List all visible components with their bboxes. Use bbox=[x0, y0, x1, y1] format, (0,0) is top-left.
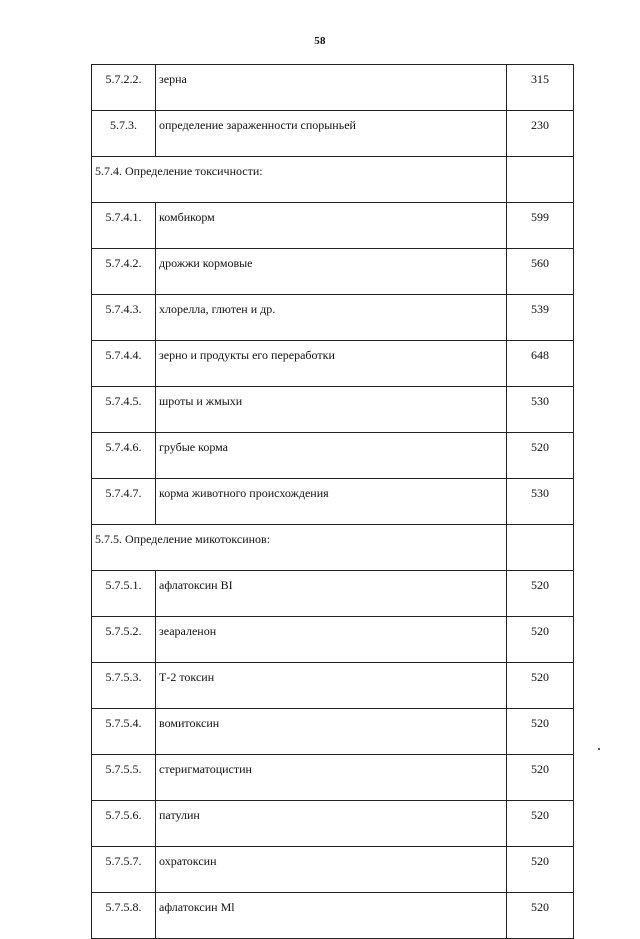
table-row bbox=[92, 203, 574, 249]
section-row bbox=[92, 157, 574, 203]
item-price: 520 bbox=[507, 801, 574, 847]
item-name: стеригматоцистин bbox=[156, 755, 507, 801]
table-row bbox=[92, 111, 574, 157]
item-code: 5.7.5.7. bbox=[92, 847, 156, 893]
table-row bbox=[92, 801, 574, 847]
item-price: 230 bbox=[507, 111, 574, 157]
section-title: 5.7.5. Определение микотоксинов: bbox=[92, 525, 507, 571]
item-price: 520 bbox=[507, 709, 574, 755]
item-price: 648 bbox=[507, 341, 574, 387]
item-code: 5.7.5.4. bbox=[92, 709, 156, 755]
item-code: 5.7.4.3. bbox=[92, 295, 156, 341]
item-name: патулин bbox=[156, 801, 507, 847]
section-row bbox=[92, 525, 574, 571]
item-code: 5.7.4.2. bbox=[92, 249, 156, 295]
scan-speck bbox=[598, 748, 600, 750]
table-row bbox=[92, 387, 574, 433]
item-price: 520 bbox=[507, 433, 574, 479]
item-price: 520 bbox=[507, 755, 574, 801]
table-row bbox=[92, 479, 574, 525]
item-code: 5.7.2.2. bbox=[92, 65, 156, 111]
item-code: 5.7.5.3. bbox=[92, 663, 156, 709]
item-price: 560 bbox=[507, 249, 574, 295]
item-price: 520 bbox=[507, 847, 574, 893]
item-code: 5.7.5.6. bbox=[92, 801, 156, 847]
section-title: 5.7.4. Определение токсичности: bbox=[92, 157, 507, 203]
table-row bbox=[92, 295, 574, 341]
item-name: хлорелла, глютен и др. bbox=[156, 295, 507, 341]
item-price: 530 bbox=[507, 387, 574, 433]
table-row bbox=[92, 65, 574, 111]
table-row bbox=[92, 847, 574, 893]
item-name: зерно и продукты его переработки bbox=[156, 341, 507, 387]
item-name: Т-2 токсин bbox=[156, 663, 507, 709]
table-row bbox=[92, 663, 574, 709]
item-name: вомитоксин bbox=[156, 709, 507, 755]
item-code: 5.7.3. bbox=[92, 111, 156, 157]
section-price-cell bbox=[507, 525, 574, 571]
item-name: шроты и жмыхи bbox=[156, 387, 507, 433]
table-row bbox=[92, 709, 574, 755]
table-row bbox=[92, 893, 574, 939]
page-number: 58 bbox=[314, 35, 326, 47]
table-body bbox=[92, 65, 574, 939]
item-name: дрожжи кормовые bbox=[156, 249, 507, 295]
item-price: 530 bbox=[507, 479, 574, 525]
section-price-cell bbox=[507, 157, 574, 203]
item-price: 315 bbox=[507, 65, 574, 111]
table-row bbox=[92, 433, 574, 479]
table-row bbox=[92, 617, 574, 663]
table-row bbox=[92, 571, 574, 617]
item-name: грубые корма bbox=[156, 433, 507, 479]
item-code: 5.7.4.1. bbox=[92, 203, 156, 249]
item-price: 520 bbox=[507, 893, 574, 939]
item-code: 5.7.4.4. bbox=[92, 341, 156, 387]
table-row bbox=[92, 341, 574, 387]
item-price: 520 bbox=[507, 617, 574, 663]
item-code: 5.7.4.7. bbox=[92, 479, 156, 525]
price-table bbox=[91, 64, 574, 939]
item-name: афлатоксин BI bbox=[156, 571, 507, 617]
item-name: корма животного происхождения bbox=[156, 479, 507, 525]
item-code: 5.7.4.5. bbox=[92, 387, 156, 433]
item-code: 5.7.5.1. bbox=[92, 571, 156, 617]
item-name: определение зараженности спорыньей bbox=[156, 111, 507, 157]
item-code: 5.7.5.5. bbox=[92, 755, 156, 801]
table-row bbox=[92, 755, 574, 801]
item-price: 520 bbox=[507, 663, 574, 709]
item-name: зеараленон bbox=[156, 617, 507, 663]
item-name: охратоксин bbox=[156, 847, 507, 893]
item-price: 599 bbox=[507, 203, 574, 249]
item-code: 5.7.5.2. bbox=[92, 617, 156, 663]
item-name: комбикорм bbox=[156, 203, 507, 249]
item-name: зерна bbox=[156, 65, 507, 111]
item-code: 5.7.4.6. bbox=[92, 433, 156, 479]
item-price: 539 bbox=[507, 295, 574, 341]
table-row bbox=[92, 249, 574, 295]
item-name: афлатоксин Ml bbox=[156, 893, 507, 939]
item-price: 520 bbox=[507, 571, 574, 617]
item-code: 5.7.5.8. bbox=[92, 893, 156, 939]
